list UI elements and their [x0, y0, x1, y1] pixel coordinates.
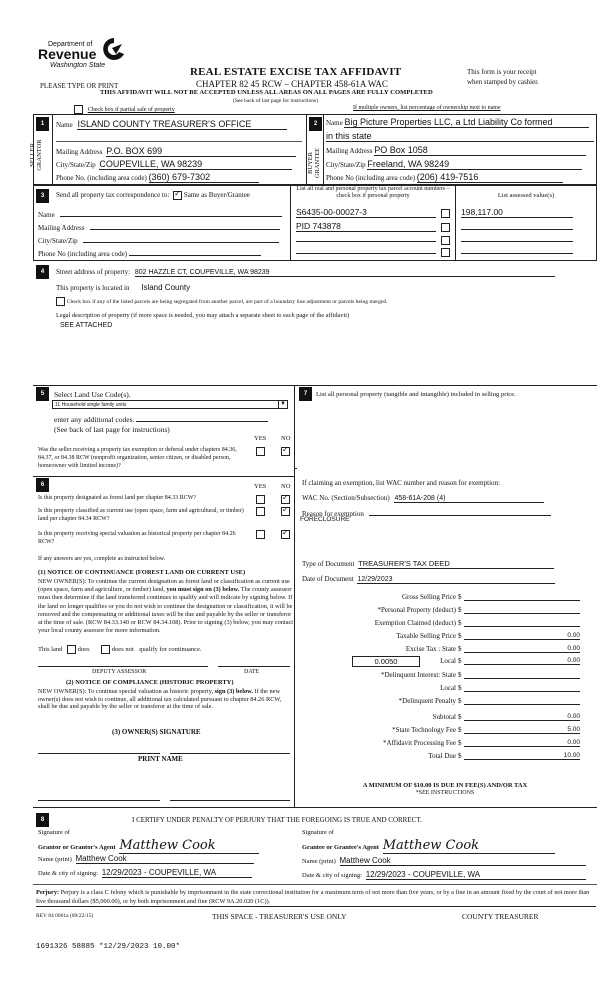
see-back-note: (See back of last page for instructions) — [233, 98, 318, 104]
grantee-name-label: Name (print) — [302, 858, 336, 865]
buyer-phone-field[interactable]: (206) 419-7516 — [417, 172, 563, 183]
section-5-badge: 5 — [36, 387, 49, 401]
corr-name-field[interactable] — [60, 209, 282, 217]
grantee-sig-label-1: Signature of — [302, 829, 334, 836]
historic-no-checkbox[interactable] — [281, 530, 290, 539]
tax-label: Excise Tax : State — [405, 645, 456, 653]
section-1-badge: 1 — [36, 117, 49, 131]
grantor-date-label: Date & city of signing: — [38, 870, 98, 877]
yes-header: YES — [254, 435, 267, 442]
seller-name-label: Name — [56, 121, 73, 129]
tax-value-field[interactable] — [464, 606, 580, 614]
current-use-no-checkbox[interactable] — [281, 507, 290, 516]
land-use-see-back: (See back of last page for instructions) — [54, 425, 170, 434]
personal-property-checkbox[interactable] — [441, 236, 450, 245]
doc-type-field[interactable]: TREASURER'S TAX DEED — [358, 559, 554, 569]
form-chapter: CHAPTER 82 45 RCW – CHAPTER 458-61A WAC — [196, 79, 388, 89]
print-name-line-1 — [38, 800, 160, 801]
doc-date-label: Date of Document — [302, 575, 354, 583]
located-label: This property is located in — [56, 284, 130, 292]
tax-label: Local — [440, 684, 456, 692]
perjury-notice: Perjury: Perjury is a class C felony which is punishable by imprisonment in the state correctional institution for a maximum term of not more than five years, or by a fine in an amount fixed by the court of not more than five thousand dollars ($5,000.00), or by both imprisonment and fine (RCW 9A.20.020 (1C)). — [36, 888, 596, 907]
no-header: NO — [281, 435, 291, 442]
legal-description-field[interactable]: SEE ATTACHED — [60, 322, 113, 329]
tax-value-field[interactable]: 10.00 — [464, 752, 580, 760]
partial-sale-label: Check box if partial sale of property — [87, 107, 175, 114]
tax-value-field[interactable] — [464, 671, 580, 679]
notice2-text: NEW OWNER(S): To continue special valuation as historic property, sign (3) below. If the new owner(s) does not wish to continue, all additional tax calculated pursuant to chapter 84.26 RCW, shall be due and payable by the seller or transferor at the time of sale. — [38, 688, 282, 710]
wac-label: WAC No. (Section/Subsection) — [302, 494, 390, 502]
assessed-value-field[interactable] — [461, 245, 573, 254]
dor-logo-icon — [100, 36, 128, 62]
tax-value-field[interactable]: 0.00 — [464, 632, 580, 640]
correspondence-label: Send all property tax correspondence to: — [56, 191, 170, 200]
historic-question: Is this property receiving special valuation as historical property per chapter 84.26 RCW? — [38, 531, 236, 545]
current-use-question: Is this property classified as current use (open space, farm and agricultural, or timber) land per chapter 84.34 RCW? — [38, 508, 244, 522]
tax-label: *Affidavit Processing Fee — [383, 739, 456, 747]
tax-value-field[interactable]: 5.00 — [464, 726, 580, 734]
exemption-question: Was the seller receiving a property tax exemption or deferral under chapters 84.36, 84.37, or 84.38 RCW (nonprofit organization, senior citizen, or disabled person, homeowner with limited income)? — [38, 447, 237, 469]
exemption-header: If claiming an exemption, list WAC number and reason for exemption: — [302, 479, 500, 487]
personal-property-checkbox[interactable] — [441, 209, 450, 218]
buyer-name-label: Name — [326, 119, 343, 127]
personal-property-checkbox[interactable] — [441, 223, 450, 232]
land-use-label: Select Land Use Code(s). — [54, 390, 131, 399]
segregated-label: Check box if any of the listed parcels are being segregated from another parcel, are part of a boundary line adjustment or parcels being merged. — [66, 299, 388, 306]
grantee-date-label: Date & city of signing: — [302, 872, 362, 879]
parcel-number-field[interactable] — [296, 245, 436, 254]
minimum-due-note: A MINIMUM OF $10.00 IS DUE IN FEE(S) AND/OR TAX — [362, 782, 528, 789]
tax-label: Subtotal — [432, 713, 456, 721]
logo-line2: Revenue — [38, 46, 97, 62]
no-header: NO — [281, 483, 291, 490]
receipt-line1: This form is your receipt — [467, 68, 537, 76]
parcel-number-field[interactable]: PID 743878 — [296, 221, 436, 232]
owner-signature-title: (3) OWNER(S) SIGNATURE — [112, 728, 201, 736]
reason-label: Reason for exemption — [302, 510, 364, 518]
buyer-city-field[interactable]: Freeland, WA 98249 — [367, 159, 582, 170]
seller-phone-label: Phone No. (including area code) — [56, 174, 147, 182]
additional-codes-field[interactable] — [136, 414, 268, 422]
tax-value-field[interactable]: 0.00 — [464, 645, 580, 653]
tax-label: Gross Selling Price — [401, 593, 456, 601]
wac-field[interactable]: 458-61A-208 (4) — [394, 495, 544, 503]
does-qualify-checkbox[interactable] — [67, 645, 76, 654]
buyer-name-field[interactable]: Big Picture Properties LLC, a Ltd Liability Co formed — [344, 117, 589, 128]
parcel-number-field[interactable] — [296, 233, 436, 242]
reason-line — [369, 509, 551, 516]
seller-side-label: SELLER GRANTOR — [29, 139, 43, 171]
tax-label: *Delinquent Penalty — [398, 697, 456, 705]
section-8-badge: 8 — [36, 813, 49, 827]
street-address-field[interactable]: 802 HAZZLE CT, COUPEVILLE, WA 98239 — [135, 269, 555, 277]
grantor-date-field[interactable]: 12/29/2023 - COUPEVILLE, WA — [102, 868, 252, 878]
tax-value-field[interactable]: 0.00 — [464, 713, 580, 721]
buyer-phone-label: Phone No (including area code) — [326, 174, 416, 182]
grantor-sig-label-2: Grantor or Grantor's Agent — [38, 844, 116, 851]
grantor-name-label: Name (print) — [38, 856, 72, 863]
grantee-sig-label-2: Grantee or Grantee's Agent — [302, 844, 379, 851]
reason-field[interactable]: FORECLOSURE — [300, 516, 350, 523]
seller-mailing-field[interactable]: P.O. BOX 699 — [106, 146, 296, 157]
rev-number: REV 84 0001a (09/22/15) — [36, 913, 94, 919]
dor-logo — [38, 37, 128, 71]
section-3-badge: 3 — [36, 189, 49, 203]
personal-property-area[interactable] — [300, 415, 590, 447]
tax-value-field[interactable]: 0.00 — [464, 739, 580, 747]
forest-no-checkbox[interactable] — [281, 495, 290, 504]
corr-mailing-label: Mailing Address — [38, 224, 85, 232]
doc-type-label: Type of Document — [302, 560, 355, 568]
tax-label: Total Due — [428, 752, 456, 760]
tax-label: Local — [440, 657, 456, 665]
parcel-row — [296, 221, 450, 232]
exemption-yes-checkbox[interactable] — [256, 447, 265, 456]
section-4-badge: 4 — [36, 265, 49, 279]
corr-city-label: City/State/Zip — [38, 237, 78, 245]
print-name-label: PRINT NAME — [138, 755, 183, 763]
forest-question: Is this property designated as forest land per chapter 84.33 RCW? — [38, 495, 197, 501]
parcels-header: List all real and personal property tax parcel account numbers – check box if personal property — [296, 186, 450, 199]
corr-name-label: Name — [38, 211, 55, 219]
tax-label: *Personal Property (deduct) — [377, 606, 456, 614]
receipt-stamp: 1691326 58885 *12/29/2023 10.00* — [36, 943, 181, 951]
deputy-assessor-line — [38, 666, 208, 667]
seller-city-field[interactable]: COUPEVILLE, WA 98239 — [99, 159, 292, 170]
doc-date-field[interactable]: 12/29/2023 — [357, 576, 555, 584]
section-6-badge: 6 — [36, 478, 49, 492]
notice1-title: (1) NOTICE OF CONTINUANCE (FOREST LAND OR CURRENT USE) — [38, 569, 246, 576]
owner-signature-line-2 — [170, 753, 290, 754]
please-type: PLEASE TYPE OR PRINT — [40, 82, 119, 90]
yes-header: YES — [254, 483, 267, 490]
parcel-row — [296, 207, 450, 218]
does-label: does — [77, 645, 90, 653]
partial-sale — [74, 105, 175, 114]
located-field[interactable]: Island County — [141, 283, 191, 292]
deputy-assessor-label: DEPUTY ASSESSOR — [92, 669, 147, 675]
street-label: Street address of property: — [56, 268, 131, 276]
assessed-header: List assessed value(s) — [497, 192, 555, 199]
personal-property-label: List all personal property (tangible and intangible) included in selling price. — [316, 391, 516, 398]
receipt-line2: when stamped by cashier. — [467, 78, 539, 86]
land-use-selected: 11 Household single family units — [55, 402, 127, 408]
treasurer-use-only: THIS SPACE - TREASURER'S USE ONLY — [212, 912, 347, 921]
seller-mailing-label: Mailing Address — [56, 148, 103, 156]
see-instructions-note: *SEE INSTRUCTIONS — [415, 790, 475, 796]
parcel-row — [296, 233, 450, 245]
exemption-no-checkbox[interactable] — [281, 447, 290, 456]
this-land-label: This land — [38, 645, 63, 653]
historic-yes-checkbox[interactable] — [256, 530, 265, 539]
qualify-label: qualify for continuance. — [139, 645, 202, 653]
logo-line3: Washington State — [50, 62, 106, 69]
buyer-city-label: City/State/Zip — [326, 161, 366, 169]
buyer-mailing-field[interactable]: PO Box 1058 — [374, 145, 586, 156]
does-not-qualify-checkbox[interactable] — [101, 645, 110, 654]
parcel-number-field[interactable]: S6435-00-00027-3 — [296, 207, 436, 218]
tax-label: Taxable Selling Price — [396, 632, 456, 640]
assessed-value-field[interactable]: 198,117.00 — [461, 207, 573, 218]
corr-city-field[interactable] — [83, 235, 279, 243]
tax-value-field[interactable] — [464, 593, 580, 601]
local-rate-field[interactable]: 0.0050 — [352, 656, 420, 667]
forest-yes-checkbox[interactable] — [256, 495, 265, 504]
tax-value-field[interactable]: 0.00 — [464, 657, 580, 665]
section-7-badge: 7 — [299, 387, 312, 401]
if-yes-note: If any answers are yes, complete as instructed below. — [38, 556, 166, 562]
partial-sale-checkbox[interactable] — [74, 105, 83, 114]
buyer-name-field-line2[interactable]: in this state — [326, 131, 594, 142]
tax-label: *Delinquent Interest: State — [380, 671, 456, 679]
certify-statement: I CERTIFY UNDER PENALTY OF PERJURY THAT THE FOREGOING IS TRUE AND CORRECT. — [132, 816, 422, 824]
assessed-value-field[interactable] — [461, 221, 573, 230]
seller-phone-field[interactable]: (360) 679-7302 — [149, 172, 259, 183]
additional-codes-label: enter any additional codes. — [54, 415, 135, 424]
notice2-title: (2) NOTICE OF COMPLIANCE (HISTORIC PROPERTY) — [66, 679, 234, 686]
notice1-text: NEW OWNER(S): To continue the current designation as forest land or classification as current use (open space, farm and agriculture, or timber) land, you must sign on (3) below. The county assessor must then determine if the land transferred continues to qualify and will indicate by signing below. If the land no longer qualifies or you do not wish to continue the designation or classification, it will be removed and the compensating or additional taxes will be due and payable by the seller or transferor at the time of sale. (RCW 84.33.140 or RCW 84.34.108). Prior to signing (3) below, you may contact your local county assessor for more information. — [38, 578, 294, 635]
grantee-name-field[interactable]: Matthew Cook — [340, 856, 586, 866]
corr-phone-field[interactable] — [129, 248, 261, 256]
grantee-date-field[interactable]: 12/29/2023 - COUPEVILLE, WA — [366, 870, 586, 880]
buyer-side-label: BUYER GRANTEE — [307, 147, 321, 179]
logo-line1: Department of — [48, 41, 93, 48]
buyer-mailing-label: Mailing Address — [326, 147, 373, 155]
current-use-yes-checkbox[interactable] — [256, 507, 265, 516]
parcel-row — [296, 245, 450, 257]
segregated-checkbox[interactable] — [56, 297, 65, 306]
personal-property-checkbox[interactable] — [441, 248, 450, 257]
assessed-value-field[interactable] — [461, 233, 573, 242]
tax-value-field[interactable] — [464, 684, 580, 692]
seller-city-label: City/State/Zip — [56, 161, 96, 169]
assessor-date-line — [218, 666, 290, 667]
form-title: REAL ESTATE EXCISE TAX AFFIDAVIT — [190, 66, 402, 78]
does-not-label: does not — [111, 645, 134, 653]
county-treasurer: COUNTY TREASURER — [462, 912, 539, 921]
grantor-sig-label-1: Signature of — [38, 829, 70, 836]
tax-value-field[interactable] — [464, 619, 580, 627]
grantor-signature-field[interactable]: Matthew Cook — [119, 838, 259, 854]
tax-label: Exemption Claimed (deduct) — [374, 619, 456, 627]
chevron-down-icon[interactable]: ▼ — [278, 401, 287, 408]
seller-name-field[interactable]: ISLAND COUNTY TREASURER'S OFFICE — [77, 119, 287, 130]
land-use-select[interactable] — [52, 400, 288, 409]
corr-mailing-field[interactable] — [90, 222, 280, 230]
multiple-owners-note: If multiple owners, list percentage of ownership next to name — [353, 105, 501, 111]
legal-label: Legal description of property (if more space is needed, you may attach a separate sheet to each page of the affidavit) — [56, 312, 350, 319]
form-warning: THIS AFFIDAVIT WILL NOT BE ACCEPTED UNLESS ALL AREAS ON ALL PAGES ARE FULLY COMPLETED — [100, 89, 433, 96]
corr-phone-label: Phone No (including area code) — [38, 250, 128, 258]
same-as-buyer-checkbox[interactable] — [173, 191, 182, 200]
same-as-buyer-label: Same as Buyer/Grantee — [183, 191, 250, 200]
section-2-badge: 2 — [309, 117, 322, 131]
date-label: DATE — [244, 669, 260, 675]
print-name-line-2 — [170, 800, 290, 801]
grantee-signature-field[interactable]: Matthew Cook — [383, 838, 555, 854]
grantor-name-field[interactable]: Matthew Cook — [76, 854, 254, 864]
owner-signature-line-1 — [38, 753, 160, 754]
tax-label: *State Technology Fee — [392, 726, 456, 734]
tax-value-field[interactable] — [464, 697, 580, 705]
